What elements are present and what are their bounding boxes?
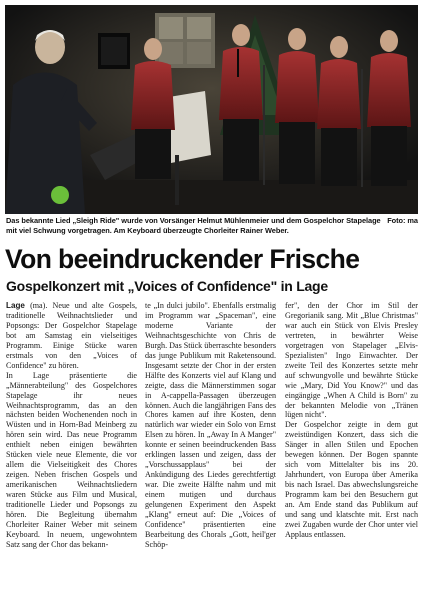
article-paragraph: fer", den der Chor im Stil der Gregorianik sang. Mit „Blue Christmas" war auch ein Stück von Elvis Presley vertreten, in bewährter Weise vorgetragen von Stapelager „Elvis-Spezialisten" Ingo Einwachter. Der zweite Teil des Konzertes setzte mehr auf schwungvolle und bewährte Stücke wie „Mary, Did You Know?" und das eingängige „When A Child is Born" zu der bekannten Melodie von „Tränen lügen nicht". (285, 301, 418, 420)
photo-caption (6, 216, 418, 235)
paragraph-text: (ma). Neue und alte Gospels, traditionelle Weihnachtslieder und Popsongs: Der Gospelchor Stapelage bot am Samstag ein vielseitiges Programm. Einige Stücke waren erstmals von den „Voices of Confidence" zu hören. (6, 301, 137, 370)
article-headline: Von beeindruckender Frische (5, 244, 360, 274)
article-paragraph: In Lage präsentierte die „Männerabteilung" des Gospelchores Stapelage ihr neues Weihnachtsprogramm, das an den nächsten beiden Wochenenden noch in Wüsten und in Horn-Bad Meinberg zu hören sein wird. Das neue Programm enthielt neben einigen bewährten Stücken viele neue Elemente, die vor allem die Vielseitigkeit des Chores zeigen. Neben frischen Gospels und amerikanischen Weihnachtsliedern waren Stücke aus Film und Musical, traditionelle Lieder und Popsongs zu hören. Die Begleitung übernahm Chorleiter Rainer Weber mit seinem Keyboard. In neuem, ungewohntem Satz sang der Chor das bekann- (6, 370, 137, 549)
dateline: Lage (6, 301, 25, 310)
caption-text: Das bekannte Lied „Sleigh Ride" wurde von Vorsänger Helmut Mühlenmeier und dem Gospelchor Stapelage mit viel Schwung vorgetragen. Am Keyboard überzeugte Chorleiter Rainer Weber. (6, 216, 381, 235)
choir-photo-icon (5, 5, 418, 214)
article-column-1 (6, 301, 137, 597)
photo-credit: Foto: ma (387, 216, 418, 225)
article-column-2 (145, 301, 276, 597)
article-column-3 (285, 301, 418, 597)
article-paragraph: Der Gospelchor zeigte in dem gut zweistündigen Konzert, dass sich die Sänger in allen Stilen und Epochen bewegen können. Der Bogen spannte sich vom Mittelalter bis ins 20. Jahrhundert, von Europa über Amerika bis nach Israel. Das abwechslungsreiche Programm kam bei den Besuchern gut an. Am Ende stand das Publikum auf und sang und klatschte mit. Erst nach zwei Zugaben wurde der Chor unter viel Applaus entlassen. (285, 420, 418, 539)
article-paragraph (6, 301, 137, 371)
article-subheadline: Gospelkonzert mit „Voices of Confidence" in Lage (6, 278, 328, 294)
article-paragraph: te „In dulci jubilo". Ebenfalls erstmalig im Programm war „Spaceman", eine moderne Variante der Weihnachtsgeschichte von Chris de Burgh. Das Stück überraschte besonders das junge Publikum mit Raketensound. Insgesamt setzte der Chor in der ersten Hälfte des Konzerts viel auf Klang und zeigte, dass die Männerstimmen sogar in A-cappella-Passagen überzeugen können. Auch die langjährigen Fans des Chores kamen auf ihre Kosten, denn natürlich war wieder ein Solo von Ernst Elsen zu hören. In „Away In A Manger" konnte er seinen beeindruckenden Bass erklingen lassen und zeigen, dass der „Vorschussapplaus" bei der Ankündigung des Liedes gerechtfertigt war. Die zweite Hälfte nahm und mit einem mutigen und durchaus gelungenen Experiment den Aspekt „Klang" erneut auf: Die „Voices of Confidence" präsentierten eine Bearbeitung des Chorals „Gott, heil'ger Schöp- (145, 301, 276, 549)
choir-photo (5, 5, 418, 214)
